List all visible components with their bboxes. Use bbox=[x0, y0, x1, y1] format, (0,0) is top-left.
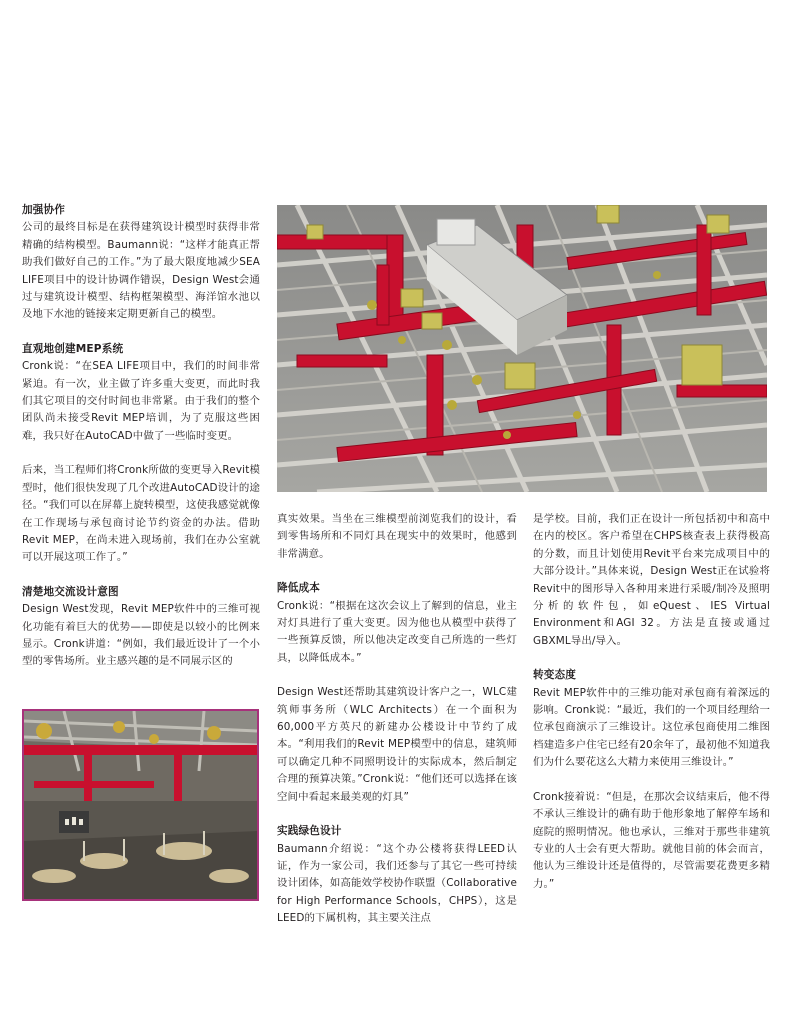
section-body-green: Baumann介绍说：“这个办公楼将获得LEED认证，作为一家公司，我们还参与了其它一些可持续设计团体，如高能效学校协作联盟（Collaborative for High Performance Schools，CHPS），这是LEED的下属机构，其主要关注点 bbox=[277, 842, 517, 925]
section-title-cost: 降低成本 bbox=[277, 582, 320, 595]
section-body-attitude-2: Cronk接着说：“但是，在那次会议结束后，他不得不承认三维设计的确有助于他形象地了解停车场和庭院的照明情况。他也承认，三维对于那些非建筑专业的人士会有更大帮助。就他目前的体会而言，他认为三维设计还是值得的，尽管需要花费更多精力。” bbox=[533, 790, 770, 890]
section-body-collaboration: 公司的最终目标是在获得建筑设计模型时获得非常精确的结构模型。Baumann说：“这样才能真正帮助我们做好自己的工作。”为了最大限度地减少SEA LIFE项目中的设计协调作错误，Design West会通过与建筑设计模型、结构框架模型、海洋馆水池以及地下水池的链接来定期更新自己的模型。 bbox=[22, 221, 260, 321]
section-body-design-intent: Design West发现，Revit MEP软件中的三维可视化功能有着巨大的优势——即使是以较小的比例来显示。Cronk讲道：“例如，我们最近设计了一个小型的零售场所。业主感兴趣的是不同展示区的 bbox=[22, 603, 260, 668]
section-body-cost-1: Cronk说：“根据在这次会议上了解到的信息，业主对灯具进行了重大变更。因为他也从模型中获得了一些预算反馈，所以他决定改变自己所选的一些灯具，以降低成本。” bbox=[277, 599, 517, 664]
middle-intro-paragraph: 真实效果。当坐在三维模型前浏览我们的设计，看到零售场所和不同灯具在现实中的效果时，他感到非常满意。 bbox=[277, 513, 517, 560]
section-title-green: 实践绿色设计 bbox=[277, 825, 342, 838]
mep-3d-render bbox=[277, 205, 767, 492]
right-column bbox=[533, 511, 770, 893]
right-intro-paragraph: 是学校。目前，我们正在设计一所包括初中和高中在内的校区。客户希望在CHPS核查表上获得极高的分数，而且计划使用Revit平台来完成项目中的大部分设计。”具体来说，Design West正在试验将Revit中的图形导入各种用来进行采暖/制冷及照明分析的软件包，如eQuest、IES Virtual Environment和AGI 32。方法是直接或通过GBXML导出/导入。 bbox=[533, 513, 770, 647]
retail-3d-render bbox=[24, 711, 257, 899]
section-title-mep: 直观地创建MEP系统 bbox=[22, 342, 124, 355]
section-body-attitude-1: Revit MEP软件中的三维功能对承包商有着深远的影响。Cronk说：“最近，我们的一个项目经理给一位承包商演示了三维设计。这位承包商使用二维图档建造多户住宅已经有20余年了，最初他不知道我们为什么要花这么大精力来使用三维设计。” bbox=[533, 686, 770, 769]
left-column bbox=[22, 202, 260, 671]
section-body-mep-2: 后来，当工程师们将Cronk所做的变更导入Revit模型时，他们很快发现了几个改进AutoCAD设计的途径。“我们可以在屏幕上旋转模型，这使我感觉就像在工作现场与承包商讨论节约资金的办法。借助Revit MEP，在尚未进入现场前，我们在办公室就可以开展这项工作了。” bbox=[22, 464, 260, 564]
section-body-cost-2: Design West还帮助其建筑设计客户之一，WLC建筑师事务所（WLC Architects）在一个面积为60,000平方英尺的新建办公楼设计中节约了成本。“利用我们的Revit MEP模型中的信息，建筑师可以确定几种不同照明设计的实际成本，然后制定合理的预算决策。”Cronk说：“他们还可以选择在该空间中看起来最美观的灯具” bbox=[277, 686, 517, 803]
middle-column bbox=[277, 511, 517, 928]
section-body-mep-1: Cronk说：“在SEA LIFE项目中，我们的时间非常紧迫。有一次，业主做了许多重大变更，而此时我们其它项目的交付时间也非常紧。由于我们的整个团队尚未接受Revit MEP培训，为了克服这些困难，我只好在AutoCAD中做了一些临时变更。 bbox=[22, 360, 260, 442]
retail-space-rendering bbox=[22, 709, 259, 901]
section-title-collaboration: 加强协作 bbox=[22, 204, 65, 216]
section-title-attitude: 转变态度 bbox=[533, 669, 576, 682]
section-title-design-intent: 清楚地交流设计意图 bbox=[22, 585, 119, 598]
mep-3d-model-image bbox=[277, 205, 767, 492]
